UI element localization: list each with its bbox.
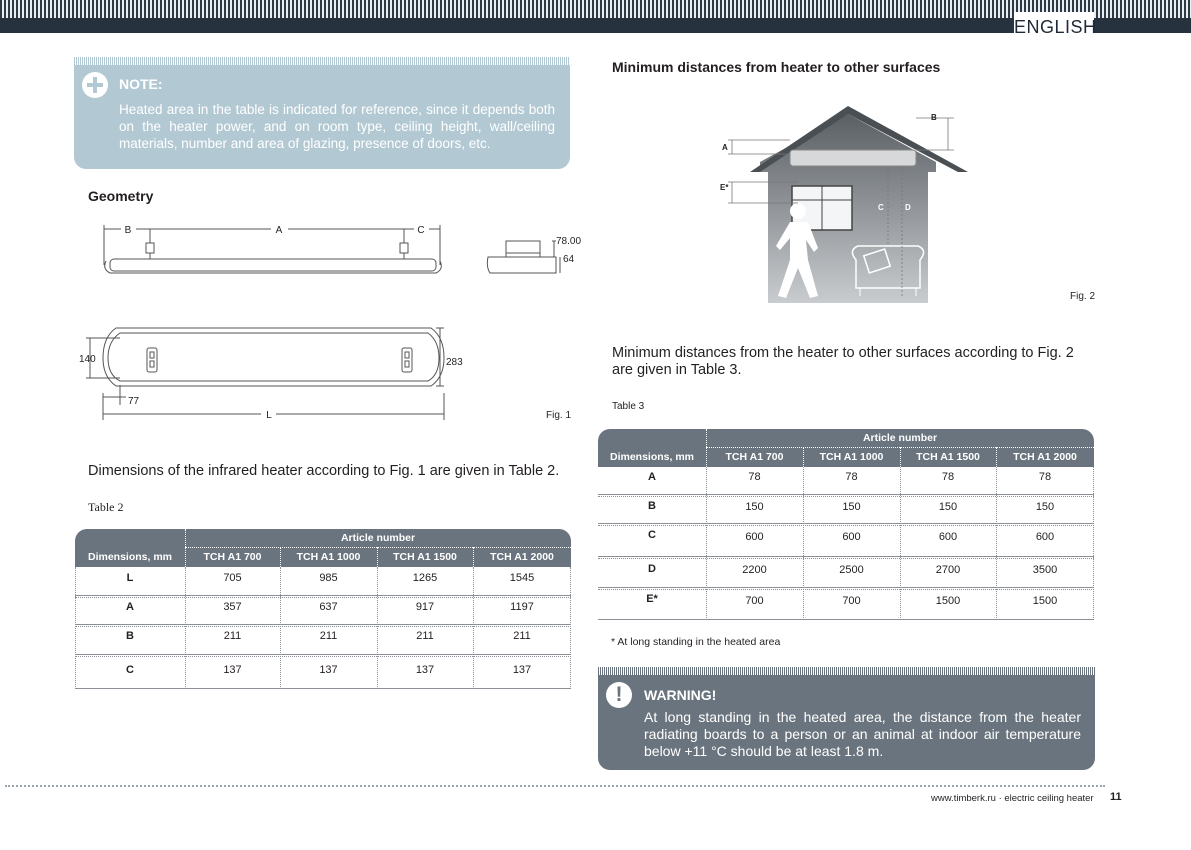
table2-group-header: Article number <box>340 532 416 544</box>
table3-cell: 150 <box>842 501 861 513</box>
geometry-title: Geometry <box>88 188 154 204</box>
table3-cell: 78 <box>845 471 858 483</box>
table2-row-label: A <box>126 601 134 613</box>
table3-col-1: TCH A1 700 <box>725 451 784 463</box>
table2-cell: 1545 <box>509 572 535 584</box>
table2-cell: 705 <box>223 572 242 584</box>
table3-cell: 1500 <box>935 595 961 607</box>
table3-cell: 600 <box>842 531 861 543</box>
label-a: A <box>275 225 283 236</box>
table3-cell: 3500 <box>1032 564 1058 576</box>
label-77: 77 <box>128 396 140 407</box>
table2-cell: 1265 <box>412 572 438 584</box>
fig1-caption: Fig. 1 <box>546 410 572 421</box>
note-box <box>74 57 570 169</box>
top-banner <box>0 0 1191 33</box>
table3-col-4: TCH A1 2000 <box>1013 451 1077 463</box>
fig2-caption: Fig. 2 <box>1070 291 1096 302</box>
table3-cell: 2700 <box>935 564 961 576</box>
table3-group-header: Article number <box>862 432 938 444</box>
footer-site: www.timberk.ru · electric ceiling heater <box>931 793 1094 804</box>
table3-cell: 78 <box>1038 471 1052 483</box>
table3-col-3: TCH A1 1500 <box>916 451 980 463</box>
table3-dim-header: Dimensions, mm <box>609 451 695 463</box>
label-140: 140 <box>79 354 96 365</box>
table-3 <box>598 429 1094 621</box>
table2-cell: 357 <box>223 601 242 613</box>
table3-cell: 600 <box>1035 531 1055 543</box>
table3-label: Table 3 <box>612 401 645 412</box>
table3-cell: 600 <box>745 531 764 543</box>
table3-cell: 1500 <box>1032 595 1058 607</box>
table3-cell: 2500 <box>839 564 864 576</box>
table3-footnote: * At long standing in the heated area <box>611 636 781 648</box>
table2-col-2: TCH A1 1000 <box>296 551 361 563</box>
min-distances-title: Minimum distances from heater to other surfaces <box>612 59 941 75</box>
footer-divider <box>5 785 1105 787</box>
table3-cell: 150 <box>938 501 958 513</box>
dimensions-sentence: Dimensions of the infrared heater according to Fig. 1 are given in Table 2. <box>88 463 560 479</box>
table3-cell: 2200 <box>742 564 767 576</box>
table3-cell: 78 <box>941 471 955 483</box>
table2-cell: 917 <box>415 601 435 613</box>
label-l: L <box>266 410 272 421</box>
warning-box <box>598 667 1095 770</box>
table2-cell: 137 <box>415 664 435 676</box>
label-height-78: 78.00 <box>556 236 582 247</box>
label-height-64: 64 <box>563 254 575 265</box>
plus-icon <box>82 72 108 98</box>
table2-row-label: C <box>126 664 134 676</box>
table-2 <box>75 529 571 689</box>
min-distances-sentence: Minimum distances from the heater to other surfaces according to Fig. 2 are given in Table 3. <box>612 345 1074 378</box>
table3-row-label: A <box>648 471 656 483</box>
table2-col-3: TCH A1 1500 <box>393 551 457 563</box>
table2-row-label: L <box>126 572 134 584</box>
table2-col-1: TCH A1 700 <box>203 551 262 563</box>
note-title: NOTE: <box>119 76 163 92</box>
page-number: 11 <box>1110 791 1122 803</box>
table2-cell: 985 <box>319 572 338 584</box>
fig2-label-e: E* <box>720 183 729 192</box>
table3-cell: 78 <box>748 471 761 483</box>
table2-dim-header: Dimensions, mm <box>87 551 173 563</box>
table3-cell: 700 <box>842 595 861 607</box>
table2-cell: 137 <box>223 664 242 676</box>
table3-row-label: B <box>648 500 656 512</box>
table3-col-2: TCH A1 1000 <box>819 451 884 463</box>
fig2-label-a: A <box>722 143 728 152</box>
table2-row-label: B <box>126 630 134 642</box>
note-text: Heated area in the table is indicated for reference, since it depends both on the heater power, and on room type, ceiling height, wall/ceiling materials, number and area of glazing, presence of doors, etc. <box>119 102 555 151</box>
language-label: ENGLISH <box>1014 12 1094 42</box>
table3-cell: 150 <box>745 501 764 513</box>
table3-cell: 600 <box>938 531 958 543</box>
label-c: C <box>417 225 425 236</box>
table2-cell: 1197 <box>510 601 534 613</box>
table3-row-label: E* <box>646 593 658 605</box>
warning-text: At long standing in the heated area, the distance from the heater radiating boards to a person or an animal at indoor air temperature below +11 °C should be at least 1.8 m. <box>644 709 1081 759</box>
table2-label: Table 2 <box>88 500 124 514</box>
table2-cell: 211 <box>416 630 434 642</box>
table3-cell: 700 <box>745 595 764 607</box>
fig2-label-d: D <box>905 203 911 212</box>
house-diagram <box>718 100 978 312</box>
exclamation-icon: ! <box>606 682 632 708</box>
table2-col-4: TCH A1 2000 <box>490 551 554 563</box>
table3-cell: 150 <box>1035 501 1055 513</box>
table3-row-label: D <box>648 563 656 575</box>
table3-row-label: C <box>648 529 656 541</box>
table2-cell: 211 <box>513 630 531 642</box>
table2-cell: 211 <box>319 630 338 642</box>
table2-cell: 637 <box>319 601 338 613</box>
table2-cell: 211 <box>223 630 242 642</box>
fig2-label-b: B <box>931 113 937 122</box>
warning-title: WARNING! <box>644 687 717 703</box>
table2-cell: 137 <box>512 664 532 676</box>
label-b: B <box>124 225 132 236</box>
table2-cell: 137 <box>319 664 338 676</box>
fig2-label-c: C <box>878 203 884 212</box>
heater-geometry-drawing <box>76 215 596 435</box>
label-283: 283 <box>446 357 463 368</box>
